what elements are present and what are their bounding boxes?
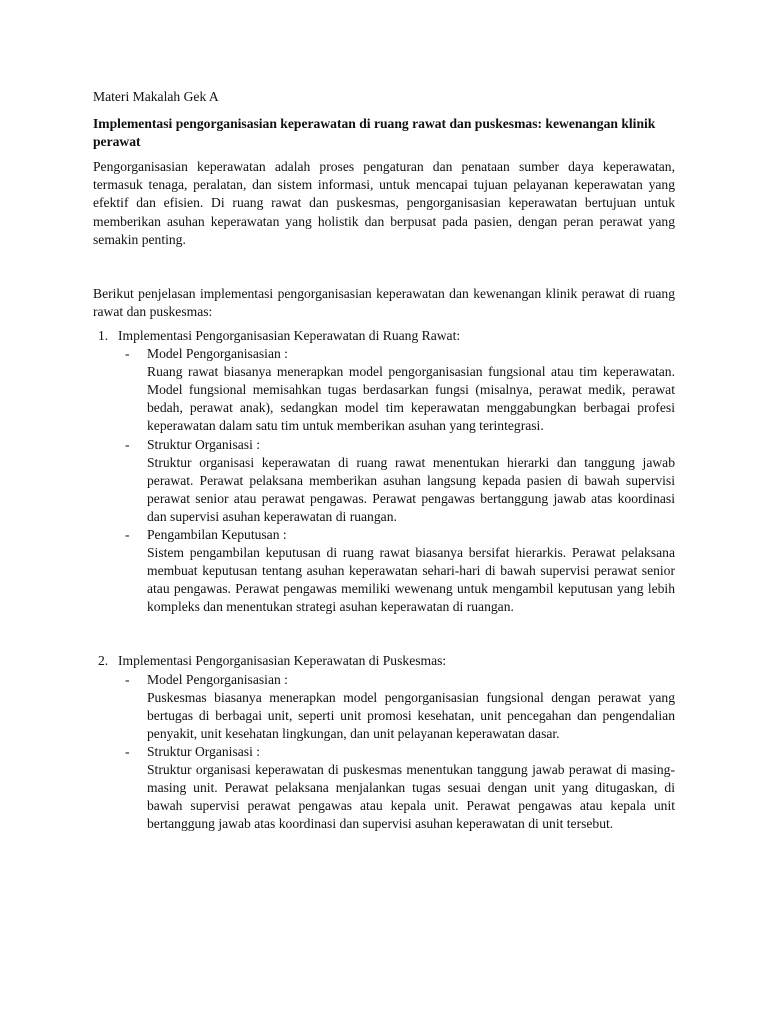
item-text: Struktur organisasi keperawatan di puskesmas menentukan tanggung jawab perawat di masing-masing unit. Perawat pelaksana menjalankan tugas sesuai dengan unit yang ditugaskan, di bawah supervisi perawat pengawas atau kepala unit. Perawat pengawas atau kepala unit bertanggung jawab atas koordinasi dan supervisi asuhan keperawatan di unit tersebut. — [147, 762, 675, 832]
list-item — [93, 526, 675, 544]
section-ruang-rawat — [93, 327, 675, 617]
document-body — [93, 88, 675, 869]
document-title: Implementasi pengorganisasian keperawatan di ruang rawat dan puskesmas: kewenangan klinik perawat — [93, 116, 656, 150]
bullet-dash: - — [125, 346, 130, 362]
item-label: Pengambilan Keputusan : — [147, 526, 287, 542]
item-text: Puskesmas biasanya menerapkan model pengorganisasian fungsional dengan perawat yang bertugas di berbagai unit, seperti unit promosi kesehatan, unit pencegahan dan pengendalian penyakit, unit kesehatan lingkungan, dan unit pelayanan keperawatan dasar. — [147, 689, 675, 741]
bullet-dash: - — [125, 671, 130, 687]
item-text: Ruang rawat biasanya menerapkan model pengorganisasian fungsional atau tim keperawatan. Model fungsional memisahkan tugas berdasarkan fungsi (misalnya, perawat medik, perawat bedah, perawat anak), sedangkan model tim keperawatan menggabungkan berbagai profesi keperawatan dalam satu tim untuk memberikan asuhan yang terintegrasi. — [147, 364, 675, 434]
item-text: Struktur organisasi keperawatan di ruang rawat menentukan hierarki dan tanggung jawab perawat. Perawat pelaksana memberikan asuhan langsung kepada pasien di bawah supervisi perawat senior atau perawat pengawas. Perawat pengawas bertanggung jawab atas koordinasi dan supervisi asuhan keperawatan di ruangan. — [147, 454, 675, 524]
section-heading — [93, 327, 675, 345]
list-item — [93, 345, 675, 363]
intro-paragraph: Pengorganisasian keperawatan adalah proses pengaturan dan penataan sumber daya keperawatan, termasuk tenaga, peralatan, dan sistem informasi, untuk mencapai tujuan pelayanan keperawatan yang efektif dan efisien. Di ruang rawat dan puskesmas, pengorganisasian keperawatan bertujuan untuk memberikan asuhan keperawatan yang holistik dan berpusat pada pasien, dengan peran perawat yang semakin penting. — [93, 159, 675, 247]
bullet-dash: - — [125, 436, 130, 452]
bullet-dash: - — [125, 526, 130, 542]
item-text: Sistem pengambilan keputusan di ruang rawat biasanya bersifat hierarkis. Perawat pelaksana membuat keputusan tentang asuhan keperawatan sehari-hari di bawah supervisi perawat senior atau pengawas. Perawat pengawas memiliki wewenang untuk mengambil keputusan yang lebih kompleks dan menentukan strategi asuhan keperawatan di ruangan. — [147, 545, 675, 615]
list-item — [93, 436, 675, 454]
item-label: Model Pengorganisasian : — [147, 346, 288, 362]
section-puskesmas — [93, 652, 675, 833]
lead-paragraph: Berikut penjelasan implementasi pengorganisasian keperawatan dan kewenangan klinik perawat di ruang rawat dan puskesmas: — [93, 285, 675, 319]
section-heading-text: Implementasi Pengorganisasian Keperawatan di Ruang Rawat: — [118, 327, 461, 343]
item-label: Model Pengorganisasian : — [147, 671, 288, 687]
list-item — [93, 671, 675, 689]
item-label: Struktur Organisasi : — [147, 743, 261, 759]
list-item — [93, 743, 675, 761]
document-subject: Materi Makalah Gek A — [93, 89, 219, 104]
section-heading — [93, 652, 675, 670]
section-number: 2. — [98, 653, 109, 669]
bullet-dash: - — [125, 743, 130, 759]
section-number: 1. — [98, 327, 109, 343]
item-label: Struktur Organisasi : — [147, 436, 261, 452]
section-heading-text: Implementasi Pengorganisasian Keperawatan di Puskesmas: — [118, 653, 447, 669]
